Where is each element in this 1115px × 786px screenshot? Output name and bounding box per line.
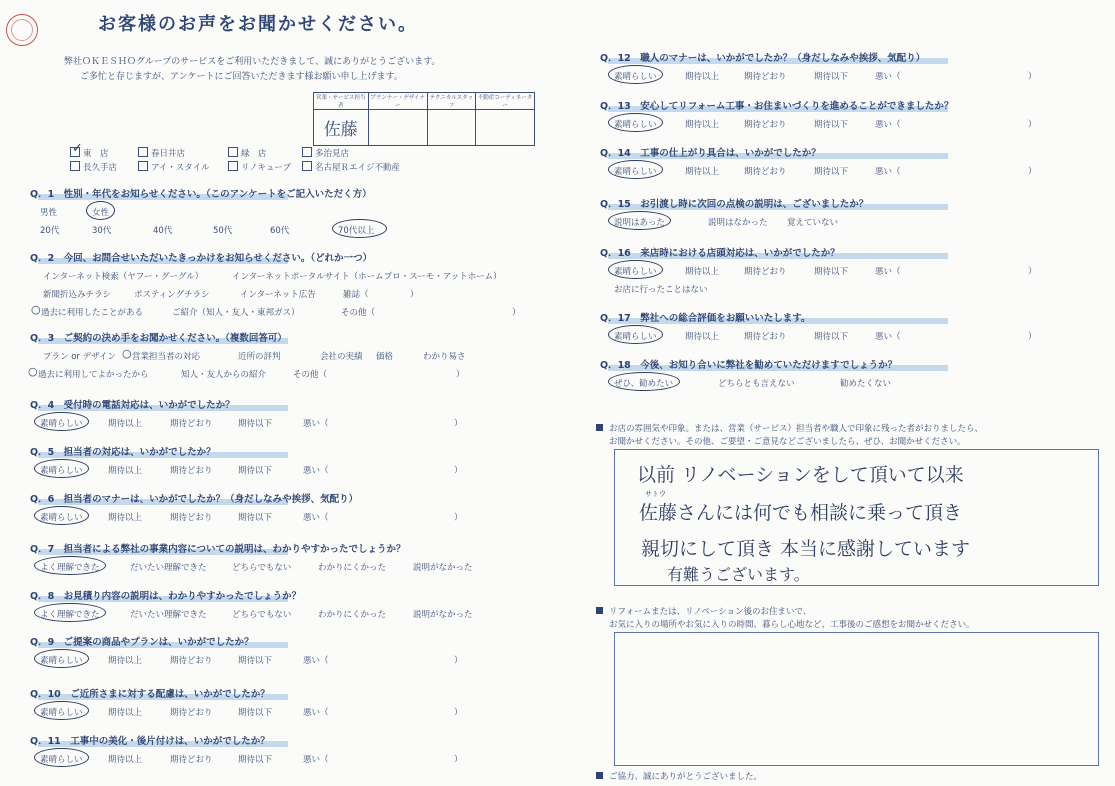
answer-option[interactable]: 期待以下 xyxy=(814,120,849,130)
answer-option[interactable]: ） xyxy=(454,755,463,765)
handwritten-line-4: 有難うございます。 xyxy=(667,565,810,584)
comment2-prompt-2: お気に入りの場所やお気に入りの時間、暮らし心地など、工事後のご感想をお聞かせください。 xyxy=(609,620,975,630)
question-label: Q．3 ご契約の決め手をお聞かせください。（複数回答可） xyxy=(30,333,287,344)
answer-option[interactable]: 素晴らしい xyxy=(40,466,83,476)
answer-option[interactable]: 期待どおり xyxy=(744,267,787,277)
answer-option[interactable]: 期待どおり xyxy=(744,72,787,82)
question-label: Q．5 担当者の対応は、いかがでしたか？ xyxy=(30,447,216,458)
handwritten-mark-icon: ○ xyxy=(122,347,132,360)
answer-option[interactable]: 悪い（ xyxy=(875,120,901,130)
question-label: Q．14 工事の仕上がり具合は、いかがでしたか？ xyxy=(600,148,821,159)
handwritten-line-3: 親切にして頂き 本当に感謝しています xyxy=(641,538,971,560)
store-checkbox[interactable]: リノキューブ xyxy=(228,161,291,173)
handwritten-circle-mark xyxy=(86,201,115,220)
answer-option[interactable]: 期待以上 xyxy=(685,267,720,277)
store-checkbox[interactable]: 長久手店 xyxy=(70,161,117,173)
answer-option[interactable]: 期待以上 xyxy=(685,332,720,342)
answer-option[interactable]: 悪い（ xyxy=(303,755,329,765)
answer-option[interactable]: 過去に利用したことがある xyxy=(41,308,144,318)
question-label: Q．7 担当者による弊社の事業内容についての説明は、わかりやすかったでしょうか？ xyxy=(30,544,406,555)
answer-option[interactable]: 期待以下 xyxy=(238,708,273,718)
answer-option[interactable]: ） xyxy=(454,708,463,718)
staff-header: テクニカルスタッフ xyxy=(427,93,475,110)
answer-option[interactable]: 60代 xyxy=(270,226,290,236)
footer-thanks: ご協力、誠にありがとうございました。 xyxy=(596,770,762,782)
handwritten-circle-mark xyxy=(608,211,671,230)
handwritten-line-2: 佐藤さんには何でも相談に乗って頂き xyxy=(639,502,963,524)
answer-option[interactable]: ） xyxy=(1028,332,1037,342)
question-label: Q．10 ご近所さまに対する配慮は、いかがでしたか？ xyxy=(30,689,270,700)
answer-option[interactable]: 素晴らしい xyxy=(40,708,83,718)
answer-option[interactable]: 期待以上 xyxy=(108,513,143,523)
store-checkbox[interactable]: 春日井店 xyxy=(138,147,185,159)
answer-option[interactable]: インターネット検索（ヤフー・グーグル） xyxy=(43,272,204,282)
answer-option[interactable]: 素晴らしい xyxy=(614,332,657,342)
answer-option[interactable]: 50代 xyxy=(213,226,233,236)
answer-option[interactable]: 期待どおり xyxy=(170,755,213,765)
answer-option[interactable]: 説明はあった xyxy=(614,218,665,228)
handwritten-circle-mark xyxy=(608,260,663,279)
answer-option[interactable]: 期待以下 xyxy=(814,167,849,177)
handwritten-circle-mark xyxy=(608,372,680,391)
question-label: Q．17 弊社への総合評価をお願いいたします。 xyxy=(600,313,811,324)
answer-option[interactable]: ） xyxy=(456,370,465,380)
handwritten-circle-mark xyxy=(608,113,663,132)
question-label: Q．1 性別・年代をお知らせください。（このアンケートをご記入いただく方） xyxy=(30,189,372,200)
handwritten-circle-mark xyxy=(332,219,387,238)
answer-option[interactable]: どちらでもない xyxy=(232,610,292,620)
answer-option[interactable]: 悪い（ xyxy=(303,466,329,476)
question-label: Q．13 安心してリフォーム工事・お住まいづくりを進めることができましたか？ xyxy=(600,101,954,112)
store-checkbox[interactable]: 緑 店 xyxy=(228,147,267,159)
answer-option[interactable]: 悪い（ xyxy=(303,656,329,666)
answer-option[interactable]: インターネットポータルサイト（ホームプロ・スーモ・アットホーム） xyxy=(232,272,502,282)
question-label: Q．2 今回、お問合せいただいたきっかけをお知らせください。（どれか一つ） xyxy=(30,253,373,264)
question-label: Q．11 工事中の美化・後片付けは、いかがでしたか？ xyxy=(30,736,270,747)
answer-option[interactable]: ご紹介（知人・友人・東邦ガス） xyxy=(172,308,300,318)
seal-stamp-inner xyxy=(11,19,33,41)
handwritten-circle-mark xyxy=(34,748,89,767)
question-label: Q．18 今後、お知り合いに弊社を勧めていただけますでしょうか？ xyxy=(600,360,898,371)
answer-option[interactable]: ） xyxy=(1028,167,1037,177)
page-title: お客様のお声をお聞かせください。 xyxy=(98,14,418,35)
intro-line-1: 弊社ＯＫＥＳＨＯグループのサービスをご利用いただきまして、誠にありがとうございます。 xyxy=(64,57,441,67)
handwritten-circle-mark xyxy=(34,701,89,720)
handwritten-circle-mark xyxy=(34,649,89,668)
answer-option[interactable]: ） xyxy=(454,466,463,476)
answer-option[interactable]: ） xyxy=(454,419,463,429)
question-label: Q．8 お見積り内容の説明は、わかりやすかったでしょうか？ xyxy=(30,591,302,602)
answer-option[interactable]: 期待以下 xyxy=(238,419,273,429)
question-label: Q．4 受付時の電話対応は、いかがでしたか？ xyxy=(30,400,235,411)
answer-option[interactable]: 会社の実績 xyxy=(320,352,363,362)
answer-option[interactable]: ） xyxy=(1028,120,1037,130)
handwritten-mark-icon: ○ xyxy=(28,365,38,378)
answer-option[interactable]: ポスティングチラシ xyxy=(134,290,210,300)
answer-option[interactable]: 素晴らしい xyxy=(40,656,83,666)
answer-option[interactable]: 近所の評判 xyxy=(238,352,281,362)
answer-option[interactable]: 期待以下 xyxy=(814,332,849,342)
answer-option[interactable]: 女性 xyxy=(92,208,110,218)
question-label: Q．16 来店時における店頭対応は、いかがでしたか？ xyxy=(600,248,840,259)
store-checkbox[interactable]: 名古屋Ｒエイジ不動産 xyxy=(302,161,400,173)
store-checkbox[interactable]: アイ・スタイル xyxy=(138,161,210,173)
answer-option[interactable]: 価格 xyxy=(376,352,394,362)
answer-option[interactable]: 雑誌（ xyxy=(343,290,369,300)
answer-option[interactable]: わかりにくかった xyxy=(318,563,387,573)
handwritten-circle-mark xyxy=(34,603,106,622)
answer-option[interactable]: 悪い（ xyxy=(875,332,901,342)
answer-option[interactable]: その他（ xyxy=(293,370,328,380)
staff-header: プランナー・デザイナー xyxy=(368,93,427,110)
answer-option[interactable]: 素晴らしい xyxy=(614,167,657,177)
answer-option[interactable]: 悪い（ xyxy=(875,167,901,177)
answer-option[interactable]: ぜひ、勧めたい xyxy=(614,379,674,389)
answer-option[interactable]: ） xyxy=(454,656,463,666)
handwritten-circle-mark xyxy=(34,556,106,575)
intro-line-2: ご多忙と存じますが、アンケートにご回答いただきます様お願い申し上げます。 xyxy=(80,72,403,82)
answer-option[interactable]: 40代 xyxy=(153,226,173,236)
question-label: Q．9 ご提案の商品やプランは、いかがでしたか？ xyxy=(30,637,254,648)
handwritten-circle-mark xyxy=(608,160,663,179)
answer-option[interactable]: 30代 xyxy=(92,226,112,236)
comment1-prompt-2: お聞かせください。その他、ご要望・ご意見などございましたら、ぜひ、お聞かせください。 xyxy=(609,437,966,447)
comment2-box[interactable] xyxy=(614,632,1099,766)
answer-option[interactable]: 説明はなかった xyxy=(708,218,768,228)
answer-option[interactable]: 期待以上 xyxy=(108,419,143,429)
answer-option[interactable]: 期待以下 xyxy=(238,656,273,666)
answer-option[interactable]: 期待どおり xyxy=(170,513,213,523)
answer-option[interactable]: よく理解できた xyxy=(40,610,100,620)
answer-option[interactable]: 期待以下 xyxy=(814,267,849,277)
answer-option[interactable]: 悪い（ xyxy=(303,419,329,429)
checkmark-icon: ✓ xyxy=(72,141,83,156)
answer-option[interactable]: 説明がなかった xyxy=(413,610,473,620)
answer-option[interactable]: 期待以下 xyxy=(238,513,273,523)
answer-option[interactable]: 期待以下 xyxy=(814,72,849,82)
answer-option[interactable]: インターネット広告 xyxy=(240,290,316,300)
answer-option[interactable]: 期待以上 xyxy=(108,755,143,765)
answer-option[interactable]: 期待どおり xyxy=(170,708,213,718)
comment1-box[interactable] xyxy=(614,449,1099,586)
handwritten-circle-mark xyxy=(34,459,89,478)
answer-option[interactable]: 悪い（ xyxy=(303,708,329,718)
answer-option[interactable]: 期待どおり xyxy=(744,120,787,130)
staff-sales-value: 佐藤 xyxy=(314,110,369,146)
question-label: Q．6 担当者のマナーは、いかがでしたか？（身だしなみや挨拶、気配り） xyxy=(30,494,359,505)
answer-option[interactable]: 説明がなかった xyxy=(413,563,473,573)
staff-table xyxy=(313,92,535,146)
answer-option[interactable]: 覚えていない xyxy=(787,218,839,228)
answer-option[interactable]: 期待どおり xyxy=(170,466,213,476)
answer-option[interactable]: プラン or デザイン xyxy=(43,352,117,362)
answer-option[interactable]: ） xyxy=(512,308,521,318)
handwritten-circle-mark xyxy=(34,506,89,525)
store-checkbox[interactable]: 多治見店 xyxy=(302,147,349,159)
answer-option[interactable]: 知人・友人からの紹介 xyxy=(181,370,267,380)
answer-option[interactable]: 期待以下 xyxy=(238,466,273,476)
answer-option[interactable]: 期待以上 xyxy=(108,656,143,666)
staff-realestate-value xyxy=(476,110,535,146)
handwritten-mark-icon: ○ xyxy=(31,303,41,316)
answer-option[interactable]: 素晴らしい xyxy=(614,267,657,277)
answer-option[interactable]: 期待以下 xyxy=(238,755,273,765)
answer-option[interactable]: 期待どおり xyxy=(744,167,787,177)
answer-option[interactable]: よく理解できた xyxy=(40,563,100,573)
answer-option[interactable]: ） xyxy=(1028,72,1037,82)
answer-option[interactable]: 期待以上 xyxy=(685,167,720,177)
staff-header: 不動産コーディネーター xyxy=(476,93,535,110)
answer-option[interactable]: 期待以上 xyxy=(108,708,143,718)
answer-option[interactable]: 悪い（ xyxy=(303,513,329,523)
answer-option[interactable]: 期待以上 xyxy=(108,466,143,476)
answer-option[interactable]: どちらとも言えない xyxy=(718,379,795,389)
staff-planner-value xyxy=(368,110,427,146)
answer-option[interactable]: ） xyxy=(410,290,419,300)
answer-option[interactable]: 営業担当者の対応 xyxy=(132,352,201,362)
answer-option[interactable]: 期待以上 xyxy=(685,72,720,82)
question-label: Q．12 職人のマナーは、いかがでしたか？（身だしなみや挨拶、気配り） xyxy=(600,53,926,64)
answer-option[interactable]: だいたい理解できた xyxy=(130,563,207,573)
answer-option[interactable]: 悪い（ xyxy=(875,72,901,82)
handwritten-circle-mark xyxy=(34,412,89,431)
answer-option[interactable]: 素晴らしい xyxy=(40,513,83,523)
answer-option[interactable]: お店に行ったことはない xyxy=(614,285,708,295)
answer-option[interactable]: 期待どおり xyxy=(170,419,213,429)
handwritten-circle-mark xyxy=(608,65,663,84)
answer-option[interactable]: 期待どおり xyxy=(744,332,787,342)
handwritten-circle-mark xyxy=(608,325,663,344)
answer-option[interactable]: 素晴らしい xyxy=(40,419,83,429)
question-label: Q．15 お引渡し時に次回の点検の説明は、ございましたか？ xyxy=(600,199,869,210)
staff-tech-value xyxy=(427,110,475,146)
comment2-prompt-1: リフォームまたは、リノベーション後のお住まいで、 xyxy=(596,605,811,617)
handwritten-ruby: サトウ xyxy=(645,490,666,498)
answer-option[interactable]: 素晴らしい xyxy=(614,72,657,82)
answer-option[interactable]: ） xyxy=(1028,267,1037,277)
answer-option[interactable]: 勧めたくない xyxy=(840,379,892,389)
answer-option[interactable]: 70代以上 xyxy=(338,226,375,236)
answer-option[interactable]: わかりにくかった xyxy=(318,610,387,620)
answer-option[interactable]: 期待どおり xyxy=(170,656,213,666)
staff-header: 営業・サービス担当者 xyxy=(314,93,369,110)
handwritten-line-1: 以前 リノベーションをして頂いて以来 xyxy=(637,464,964,486)
comment1-prompt-1: お店の雰囲気や印象。または、営業（サービス）担当者や職人で印象に残った者がおりましたら、 xyxy=(596,422,983,434)
answer-option[interactable]: 新聞折込みチラシ xyxy=(43,290,112,300)
answer-option[interactable]: だいたい理解できた xyxy=(130,610,207,620)
answer-option[interactable]: 20代 xyxy=(40,226,60,236)
answer-option[interactable]: 素晴らしい xyxy=(614,120,657,130)
answer-option[interactable]: ） xyxy=(454,513,463,523)
answer-option[interactable]: 悪い（ xyxy=(875,267,901,277)
answer-option[interactable]: その他（ xyxy=(341,308,376,318)
answer-option[interactable]: わかり易さ xyxy=(423,352,466,362)
answer-option[interactable]: 過去に利用してよかったから xyxy=(38,370,149,380)
answer-option[interactable]: 期待以上 xyxy=(685,120,720,130)
store-checkbox[interactable]: 東 店 xyxy=(70,147,109,159)
answer-option[interactable]: 男性 xyxy=(40,208,58,218)
answer-option[interactable]: 素晴らしい xyxy=(40,755,83,765)
answer-option[interactable]: どちらでもない xyxy=(232,563,292,573)
